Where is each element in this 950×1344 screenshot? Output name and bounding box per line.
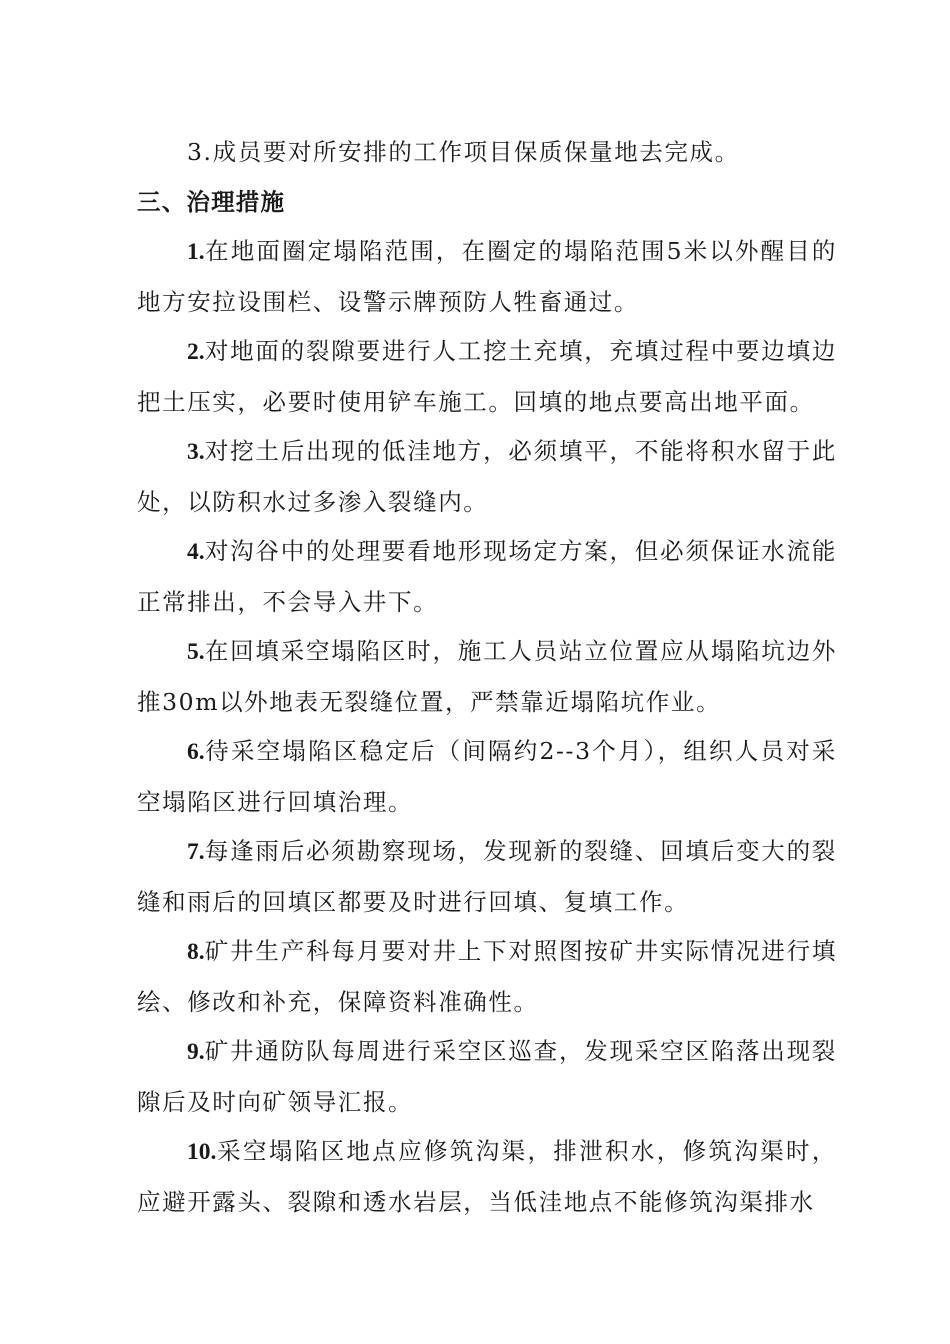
item-number: 2. xyxy=(187,339,205,365)
list-item xyxy=(137,1027,837,1127)
item-number: 1. xyxy=(187,239,205,265)
list-item xyxy=(137,1127,837,1227)
item-text: 矿井通防队每周进行采空区巡查，发现采空区陷落出现裂隙后及时向矿领导汇报。 xyxy=(137,1037,837,1116)
list-item xyxy=(137,427,837,527)
item-number: 10. xyxy=(187,1139,217,1165)
item-text: 采空塌陷区地点应修筑沟渠，排泄积水，修筑沟渠时，应避开露头、裂隙和透水岩层，当低洼地点不能修筑沟渠排水 xyxy=(137,1137,837,1216)
item-text: 对沟谷中的处理要看地形现场定方案，但必须保证水流能正常排出，不会导入井下。 xyxy=(137,537,837,616)
item-number: 8. xyxy=(187,939,205,965)
list-item xyxy=(137,727,837,827)
item-number: 9. xyxy=(187,1039,205,1065)
item-text: 每逢雨后必须勘察现场，发现新的裂缝、回填后变大的裂缝和雨后的回填区都要及时进行回填、复填工作。 xyxy=(137,837,837,916)
item-text: 对挖土后出现的低洼地方，必须填平，不能将积水留于此处，以防积水过多渗入裂缝内。 xyxy=(137,437,837,516)
list-item xyxy=(137,527,837,627)
item-number: 6. xyxy=(187,739,205,765)
item-text: 在地面圈定塌陷范围，在圈定的塌陷范围5米以外醒目的地方安拉设围栏、设警示牌预防人牲畜通过。 xyxy=(137,237,837,316)
list-item xyxy=(137,927,837,1027)
section-heading: 三、治理措施 xyxy=(137,187,286,216)
item-text: 对地面的裂隙要进行人工挖土充填，充填过程中要边填边把土压实，必要时使用铲车施工。回填的地点要高出地平面。 xyxy=(137,337,837,416)
item-number: 7. xyxy=(187,839,205,865)
item-number: 4. xyxy=(187,539,205,565)
item-text: 矿井生产科每月要对井上下对照图按矿井实际情况进行填绘、修改和补充，保障资料准确性。 xyxy=(137,937,837,1016)
intro-item: 3.成员要对所安排的工作项目保质保量地去完成。 xyxy=(187,138,740,166)
document-body xyxy=(137,128,837,1227)
list-item xyxy=(137,227,837,327)
item-text: 待采空塌陷区稳定后（间隔约2--3个月），组织人员对采空塌陷区进行回填治理。 xyxy=(137,737,837,816)
list-item xyxy=(137,627,837,727)
list-item xyxy=(137,327,837,427)
list-item xyxy=(137,827,837,927)
item-text: 在回填采空塌陷区时，施工人员站立位置应从塌陷坑边外推30m以外地表无裂缝位置，严禁靠近塌陷坑作业。 xyxy=(137,637,837,716)
item-number: 3. xyxy=(187,439,205,465)
item-number: 5. xyxy=(187,639,205,665)
